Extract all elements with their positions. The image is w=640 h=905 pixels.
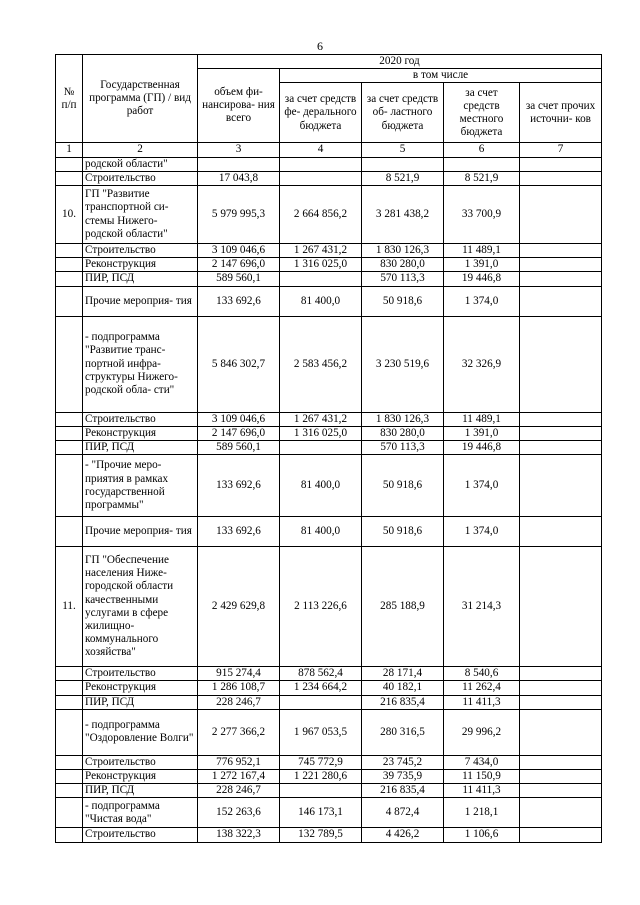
table-row [56, 286, 602, 316]
row-regional: 830 280,0 [362, 258, 444, 272]
row-federal [280, 784, 362, 798]
row-name: Реконструкция [83, 258, 198, 272]
row-total: 138 322,3 [198, 828, 280, 842]
row-local: 33 700,9 [444, 186, 520, 244]
row-regional [362, 157, 444, 171]
row-local: 11 150,9 [444, 770, 520, 784]
row-total: 1 286 108,7 [198, 681, 280, 695]
row-other [520, 186, 602, 244]
row-number [56, 272, 83, 286]
table-row [56, 517, 602, 547]
table-row [56, 316, 602, 412]
row-federal: 81 400,0 [280, 517, 362, 547]
row-number [56, 412, 83, 426]
row-other [520, 157, 602, 171]
table-body [56, 157, 602, 842]
row-regional: 50 918,6 [362, 286, 444, 316]
row-number [56, 455, 83, 517]
row-other [520, 681, 602, 695]
row-federal [280, 272, 362, 286]
row-federal: 81 400,0 [280, 286, 362, 316]
table-row [56, 798, 602, 828]
row-number [56, 441, 83, 455]
row-local: 8 540,6 [444, 667, 520, 681]
column-index: 3 [198, 143, 280, 157]
row-other [520, 316, 602, 412]
row-other [520, 426, 602, 440]
row-total: 5 979 995,3 [198, 186, 280, 244]
row-local: 31 214,3 [444, 547, 520, 667]
row-total: 133 692,6 [198, 455, 280, 517]
row-regional: 40 182,1 [362, 681, 444, 695]
row-local: 29 996,2 [444, 709, 520, 755]
row-local: 1 391,0 [444, 426, 520, 440]
column-index: 5 [362, 143, 444, 157]
row-number [56, 784, 83, 798]
row-number [56, 709, 83, 755]
column-index: 4 [280, 143, 362, 157]
header-local: за счет средств местного бюджета [444, 83, 520, 143]
row-regional: 8 521,9 [362, 171, 444, 185]
row-federal: 146 173,1 [280, 798, 362, 828]
table-row [56, 770, 602, 784]
row-federal: 1 234 664,2 [280, 681, 362, 695]
row-name: Строительство [83, 828, 198, 842]
row-regional: 570 113,3 [362, 441, 444, 455]
row-other [520, 755, 602, 769]
row-other [520, 244, 602, 258]
row-federal: 81 400,0 [280, 455, 362, 517]
row-other [520, 517, 602, 547]
row-number: 10. [56, 186, 83, 244]
row-other [520, 455, 602, 517]
row-name: Строительство [83, 244, 198, 258]
row-number [56, 517, 83, 547]
row-federal [280, 441, 362, 455]
column-index-row [56, 143, 602, 157]
row-federal: 1 267 431,2 [280, 412, 362, 426]
row-other [520, 412, 602, 426]
financing-table [55, 54, 602, 843]
row-local [444, 157, 520, 171]
row-total: 3 109 046,6 [198, 244, 280, 258]
row-number [56, 695, 83, 709]
table-row [56, 157, 602, 171]
row-name: - подпрограмма "Оздоровление Волги" [83, 709, 198, 755]
row-total: 228 246,7 [198, 695, 280, 709]
header-num: № п/п [56, 55, 83, 143]
row-regional: 1 830 126,3 [362, 244, 444, 258]
row-local: 32 326,9 [444, 316, 520, 412]
row-total: 152 263,6 [198, 798, 280, 828]
row-local: 1 374,0 [444, 517, 520, 547]
column-index: 1 [56, 143, 83, 157]
row-number [56, 316, 83, 412]
table-row [56, 709, 602, 755]
row-federal: 2 583 456,2 [280, 316, 362, 412]
row-name: - подпрограмма "Развитие транс- портной инфра- структуры Нижего- родской обла- сти" [83, 316, 198, 412]
row-other [520, 709, 602, 755]
row-regional: 3 230 519,6 [362, 316, 444, 412]
row-name: Реконструкция [83, 681, 198, 695]
row-local: 1 374,0 [444, 455, 520, 517]
row-regional: 39 735,9 [362, 770, 444, 784]
row-regional: 4 872,4 [362, 798, 444, 828]
row-name: Строительство [83, 755, 198, 769]
row-federal: 2 664 856,2 [280, 186, 362, 244]
row-local: 1 391,0 [444, 258, 520, 272]
table-row [56, 272, 602, 286]
row-number [56, 286, 83, 316]
row-federal: 1 316 025,0 [280, 258, 362, 272]
row-number [56, 681, 83, 695]
header-including: в том числе [280, 69, 602, 83]
row-federal: 745 772,9 [280, 755, 362, 769]
row-local: 8 521,9 [444, 171, 520, 185]
table-row [56, 244, 602, 258]
row-total: 915 274,4 [198, 667, 280, 681]
row-federal: 2 113 226,6 [280, 547, 362, 667]
row-local: 11 262,4 [444, 681, 520, 695]
row-other [520, 171, 602, 185]
table-row [56, 755, 602, 769]
table-row [56, 455, 602, 517]
row-other [520, 547, 602, 667]
row-total: 2 147 696,0 [198, 258, 280, 272]
row-number [56, 828, 83, 842]
row-number [56, 258, 83, 272]
row-local: 1 106,6 [444, 828, 520, 842]
row-total: 133 692,6 [198, 517, 280, 547]
row-total: 1 272 167,4 [198, 770, 280, 784]
row-number [56, 755, 83, 769]
row-regional: 28 171,4 [362, 667, 444, 681]
page-number: 6 [317, 39, 323, 53]
table-row [56, 681, 602, 695]
row-regional: 4 426,2 [362, 828, 444, 842]
header-program: Государственная программа (ГП) / вид работ [83, 55, 198, 143]
table-row [56, 412, 602, 426]
row-name: ГП "Развитие транспортной си- стемы Нижего- родской области" [83, 186, 198, 244]
row-local: 11 411,3 [444, 784, 520, 798]
row-other [520, 695, 602, 709]
row-total [198, 157, 280, 171]
row-number [56, 798, 83, 828]
row-regional: 830 280,0 [362, 426, 444, 440]
row-other [520, 798, 602, 828]
row-regional: 23 745,2 [362, 755, 444, 769]
row-name: ПИР, ПСД [83, 695, 198, 709]
row-other [520, 272, 602, 286]
row-name: ГП "Обеспечение населения Ниже- городской области качественными услугами в сфере жилищно- коммунального хозяйства" [83, 547, 198, 667]
row-name: родской области" [83, 157, 198, 171]
row-name: Строительство [83, 412, 198, 426]
row-name: Реконструкция [83, 426, 198, 440]
header-federal: за счет средств фе- дерального бюджета [280, 83, 362, 143]
row-number [56, 426, 83, 440]
row-federal: 132 789,5 [280, 828, 362, 842]
row-total: 2 147 696,0 [198, 426, 280, 440]
row-name: Прочие мероприя- тия [83, 286, 198, 316]
row-regional: 50 918,6 [362, 455, 444, 517]
row-total: 589 560,1 [198, 441, 280, 455]
row-federal: 1 267 431,2 [280, 244, 362, 258]
row-number [56, 244, 83, 258]
row-local: 1 374,0 [444, 286, 520, 316]
row-total: 776 952,1 [198, 755, 280, 769]
row-regional: 216 835,4 [362, 784, 444, 798]
column-index: 2 [83, 143, 198, 157]
row-federal [280, 157, 362, 171]
row-name: ПИР, ПСД [83, 784, 198, 798]
row-regional: 1 830 126,3 [362, 412, 444, 426]
row-other [520, 258, 602, 272]
row-regional: 3 281 438,2 [362, 186, 444, 244]
table-row [56, 695, 602, 709]
column-index: 6 [444, 143, 520, 157]
header-other: за счет прочих источни- ков [520, 83, 602, 143]
row-regional: 570 113,3 [362, 272, 444, 286]
row-name: ПИР, ПСД [83, 441, 198, 455]
column-index: 7 [520, 143, 602, 157]
table-row [56, 667, 602, 681]
table-header [56, 55, 602, 158]
table-row [56, 547, 602, 667]
row-number [56, 770, 83, 784]
table-row [56, 784, 602, 798]
row-regional: 285 188,9 [362, 547, 444, 667]
row-number: 11. [56, 547, 83, 667]
row-name: - "Прочие меро- приятия в рамках государственной программы" [83, 455, 198, 517]
row-total: 589 560,1 [198, 272, 280, 286]
row-total: 228 246,7 [198, 784, 280, 798]
row-federal: 878 562,4 [280, 667, 362, 681]
row-local: 19 446,8 [444, 272, 520, 286]
table-row [56, 186, 602, 244]
row-local: 19 446,8 [444, 441, 520, 455]
row-local: 11 411,3 [444, 695, 520, 709]
row-total: 17 043,8 [198, 171, 280, 185]
row-number [56, 667, 83, 681]
table-row [56, 258, 602, 272]
row-total: 2 429 629,8 [198, 547, 280, 667]
row-other [520, 441, 602, 455]
row-local: 7 434,0 [444, 755, 520, 769]
row-name: - подпрограмма "Чистая вода" [83, 798, 198, 828]
row-federal: 1 967 053,5 [280, 709, 362, 755]
header-year: 2020 год [198, 55, 602, 69]
table-row [56, 426, 602, 440]
header-regional: за счет средств об- ластного бюджета [362, 83, 444, 143]
row-name: Строительство [83, 667, 198, 681]
row-regional: 280 316,5 [362, 709, 444, 755]
row-other [520, 770, 602, 784]
table-row [56, 171, 602, 185]
row-other [520, 667, 602, 681]
row-other [520, 286, 602, 316]
row-federal [280, 695, 362, 709]
row-number [56, 157, 83, 171]
row-name: Прочие мероприя- тия [83, 517, 198, 547]
row-local: 11 489,1 [444, 412, 520, 426]
row-total: 133 692,6 [198, 286, 280, 316]
table-row [56, 828, 602, 842]
row-total: 2 277 366,2 [198, 709, 280, 755]
row-local: 1 218,1 [444, 798, 520, 828]
row-regional: 216 835,4 [362, 695, 444, 709]
header-total: объем фи- нансирова- ния всего [198, 69, 280, 143]
row-name: Реконструкция [83, 770, 198, 784]
row-federal: 1 221 280,6 [280, 770, 362, 784]
row-other [520, 784, 602, 798]
row-federal: 1 316 025,0 [280, 426, 362, 440]
row-total: 3 109 046,6 [198, 412, 280, 426]
row-other [520, 828, 602, 842]
row-name: ПИР, ПСД [83, 272, 198, 286]
row-total: 5 846 302,7 [198, 316, 280, 412]
row-regional: 50 918,6 [362, 517, 444, 547]
row-local: 11 489,1 [444, 244, 520, 258]
row-number [56, 171, 83, 185]
row-federal [280, 171, 362, 185]
table-row [56, 441, 602, 455]
row-name: Строительство [83, 171, 198, 185]
